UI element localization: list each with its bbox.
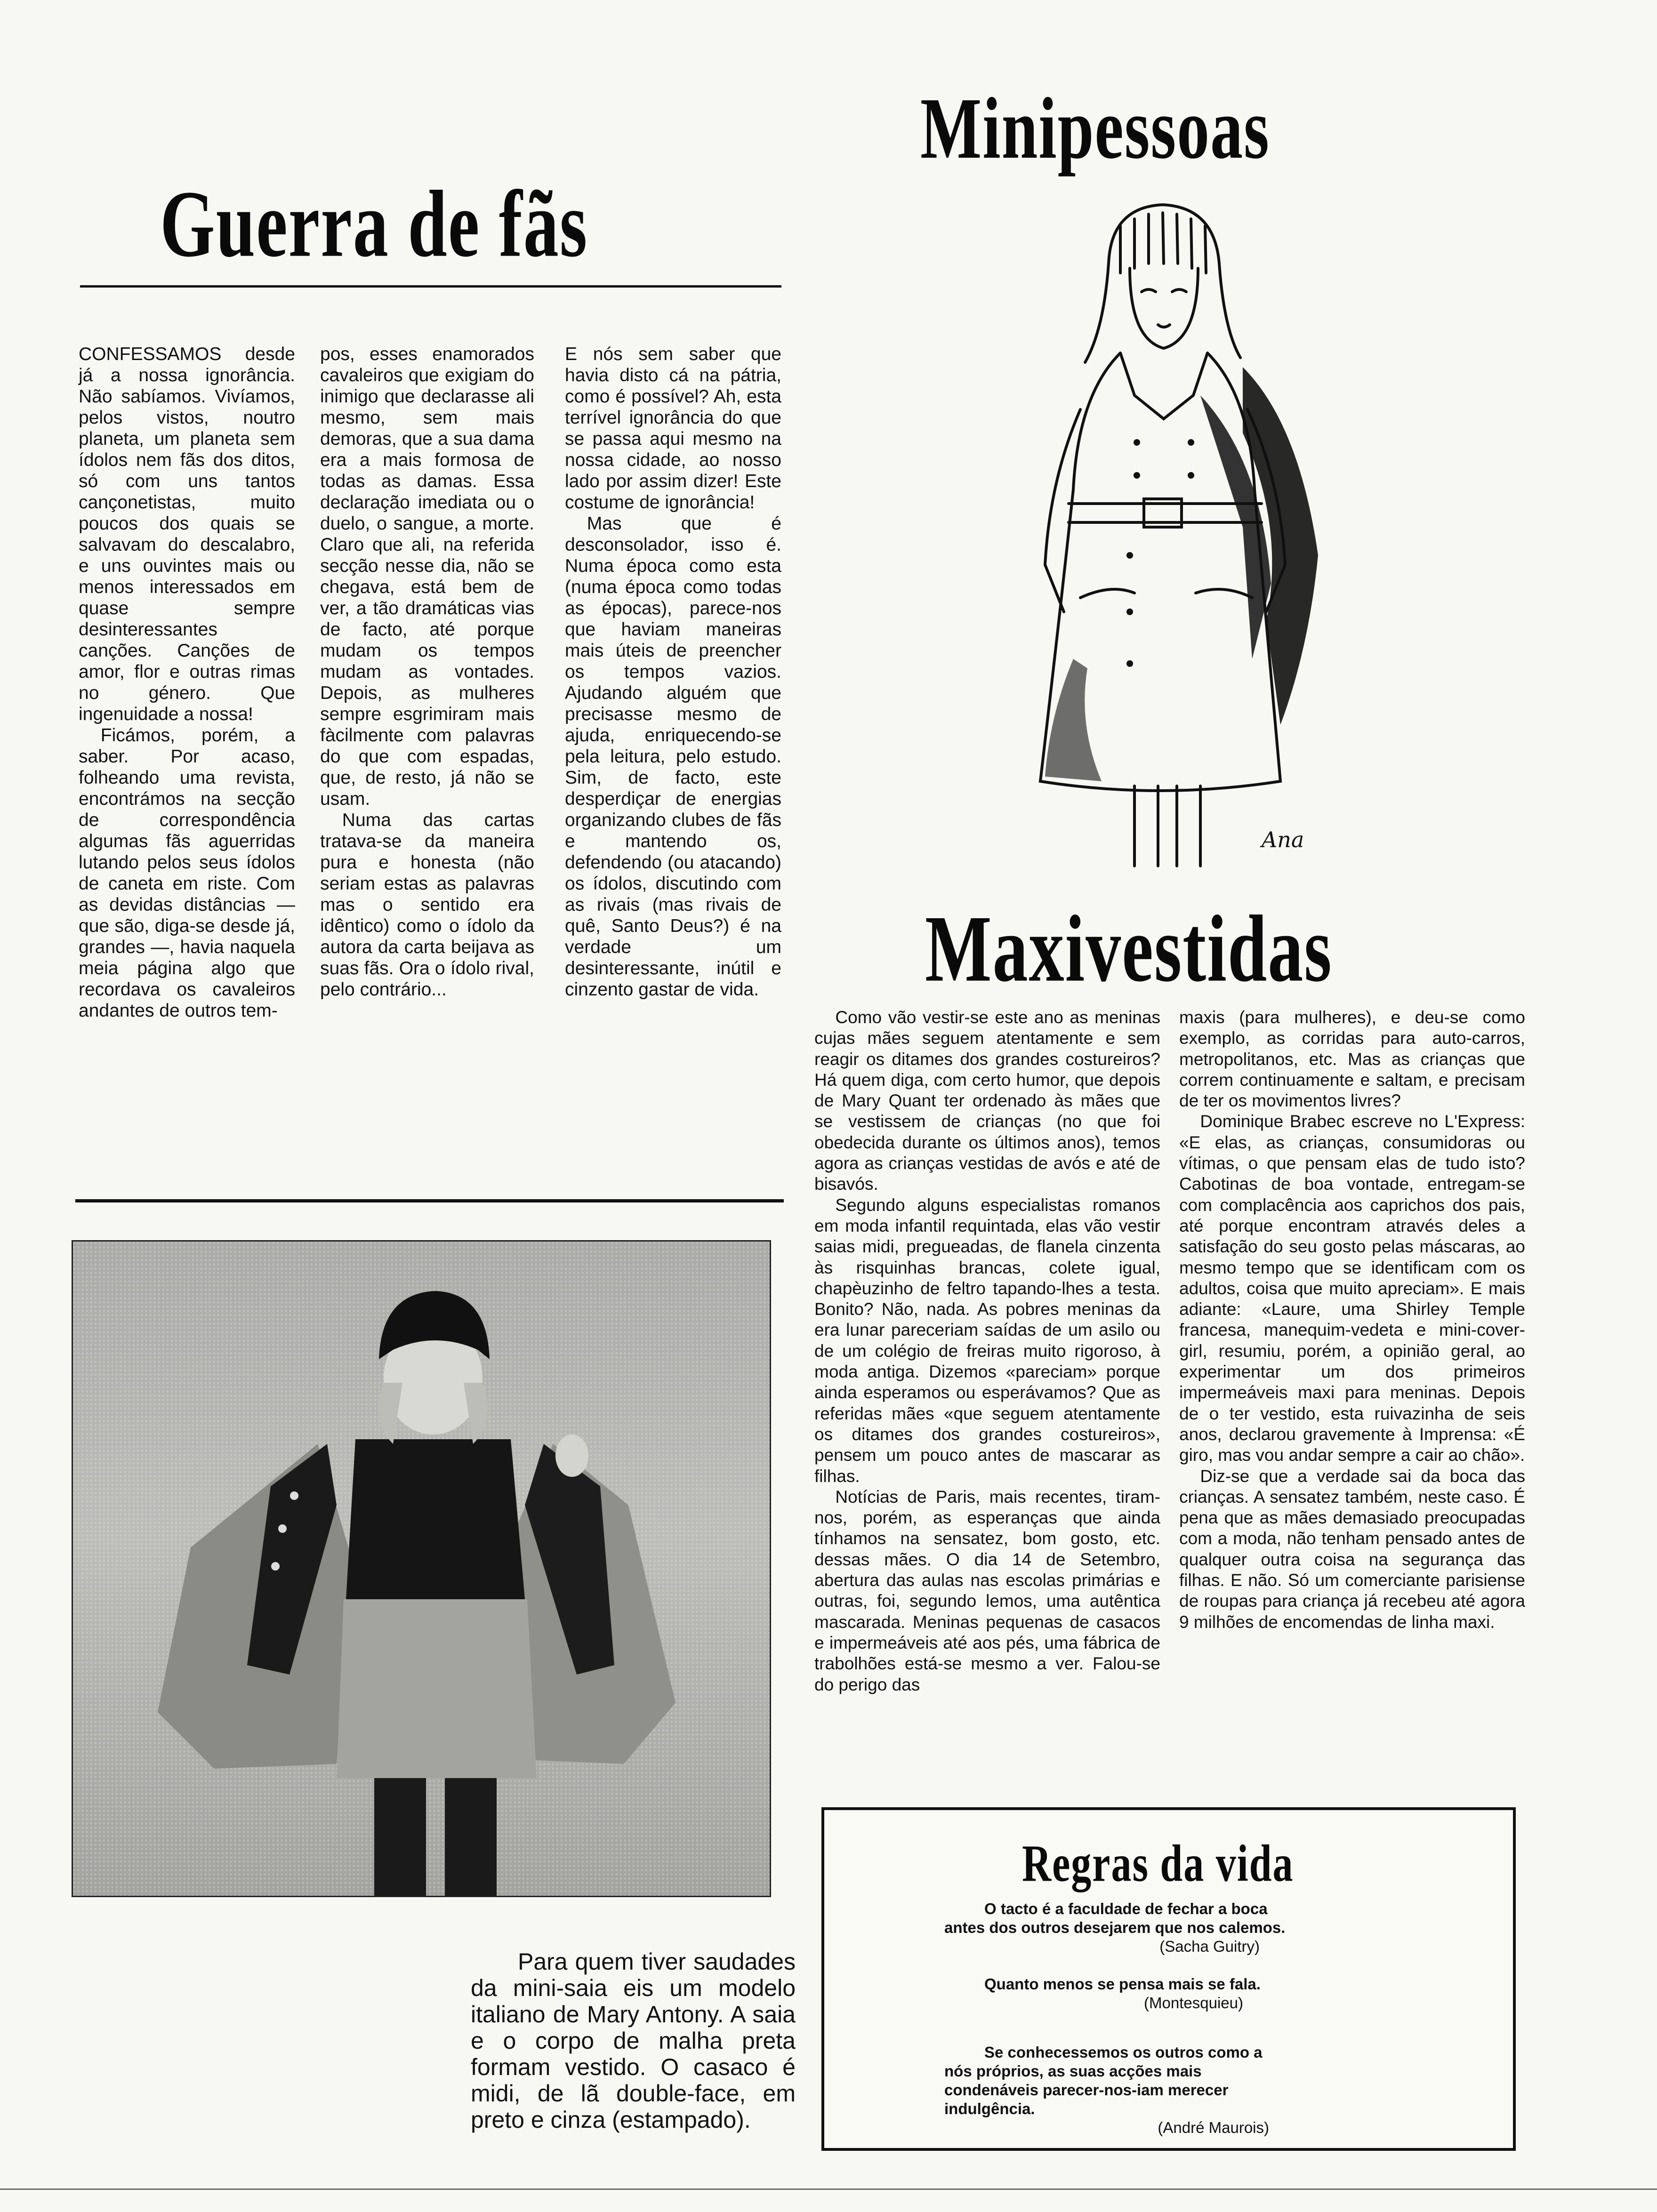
- quote-author: (Montesquieu): [1144, 1994, 1243, 2012]
- paragraph: pos, esses enamorados cavaleiros que exigiam do inimigo que declarasse ali mesmo, sem mais demoras, que a sua dama era a mais formosa de todas as damas. Essa declaração imediata ou o duelo, o sangue, a morte. Claro que ali, na referida secção nesse dia, não se chegava, está bem de ver, a tão dramáticas vias de facto, até porque mudam os tempos mudam as vontades. Depois, as mulheres sempre esgrimiram mais fàcilmente com palavras do que com espadas, que, de resto, já não se usam.: [320, 344, 534, 809]
- article-title-maxivestidas: Maxivestidas: [925, 896, 1333, 1002]
- paragraph: Como vão vestir-se este ano as meninas cujas mães seguem atentamente e sem reagir os ditames dos grandes costureiros? Há quem diga, com certo humor, que depois de Mary Quant ter ordenado às mães que se vestissem de crianças (no que foi obedecida durante os últimos anos), temos agora as crianças vestidas de avós e até de bisavós.: [814, 1008, 1160, 1194]
- page-bottom-rule: [0, 2188, 1657, 2190]
- box-title: Regras da vida: [1022, 1834, 1294, 1893]
- paragraph: Notícias de Paris, mais recentes, tiram-nos, porém, as esperanças que ainda tínhamos na sensatez, bom gosto, etc. dessas mães. O dia 14 de Setembro, abertura das aulas nas escolas primárias e outras, foi, segundo lemos, uma autêntica mascarada. Meninas pequenas de casacos e impermeáveis até aos pés, uma fábrica de trabolhões está-se mesmo a ver. Falou-se do perigo das: [814, 1487, 1160, 1694]
- rules-of-life-box: [821, 1807, 1516, 2151]
- illustration-signature: Ana: [1262, 827, 1304, 852]
- section-divider: [75, 1199, 784, 1202]
- paragraph: CONFESSAMOS desde já a nossa ignorância. Não sabíamos. Vivíamos, pelos vistos, noutro planeta, um planeta sem ídolos nem fãs dos ditos, só com uns tantos cançonetistas, muito poucos dos quais se salvavam do descalabro, e uns ouvintes mais ou menos interessados em quase sempre desinteressantes canções. Canções de amor, flor e outras rimas no género. Que ingenuidade a nossa!: [79, 344, 295, 724]
- paragraph: Mas que é desconsolador, isso é. Numa época como esta (numa época como todas as épocas), parece-nos que haviam maneiras mais úteis de preencher os tempos vazios. Ajudando alguém que precisasse mesmo de ajuda, enriquecendo-se pela leitura, pelo estudo. Sim, de facto, este desperdiçar de energias organizando clubes de fãs e mantendo os, defendendo (ou atacando) os ídolos, discutindo com as rivais (mas rivais de quê, Santo Deus?) é na verdade um desinteressante, inútil e cinzento gastar de vida.: [565, 513, 781, 1000]
- quote-text: O tacto é a faculdade de fechar a boca antes dos outros desejarem que nos calemos.: [944, 1900, 1286, 1936]
- paragraph: Diz-se que a verdade sai da boca das crianças. A sensatez também, neste caso. É pena que as mães demasiado preocupadas com a moda, não tenham pensado antes de qualquer outra coisa na segurança das filhas. E não. Só um comerciante parisiense de roupas para criança já recebeu até agora 9 milhões de encomendas de linha maxi.: [1179, 1466, 1525, 1632]
- paragraph: Dominique Brabec escreve no L'Express: «E elas, as crianças, consumidoras ou vítimas, o que pensam elas de tudo isto? Cabotinas de boa vontade, entregam-se com complacência aos caprichos dos pais, até porque encontram através deles a satisfação do seu gosto pelas máscaras, ao mesmo tempo que se identificam com os adultos, coisa que muito apreciam». E mais adiante: «Laure, uma Shirley Temple francesa, manequim-vedeta e mini-cover-girl, resumiu, porém, a opinião geral, ao experimentar um dos primeiros impermeáveis maxi para meninas. Depois de o ter vestido, esta ruivazinha de seis anos, declarou gravemente à Imprensa: «É giro, mas vou andar sempre a cair ao chão».: [1179, 1112, 1525, 1465]
- paragraph: Segundo alguns especialistas romanos em moda infantil requintada, elas vão vestir saias midi, pregueadas, de flanela cinzenta às risquinhas brancas, colete igual, chapèuzinho de feltro tapando-lhes a testa. Bonito? Não, nada. As pobres meninas da era lunar pareceriam saídas de um asilo ou de um colégio de freiras muito rigoroso, à moda antiga. Dizemos «pareciam» porque ainda esperamos ou esperávamos? Que as referidas mães «que seguem atentamente os ditames dos grandes costureiros», pensem um pouco antes de mascarar as filhas.: [814, 1195, 1160, 1486]
- fashion-photo: [72, 1240, 771, 1897]
- article-column-1: [79, 344, 295, 1021]
- article-column-4: [814, 1007, 1160, 1695]
- paragraph: maxis (para mulheres), e deu-se como exemplo, as corridas para auto-carros, metropolitanos, etc. Mas as crianças que correm continuamente e saltam, e precisam de ter os movimentos livres?: [1179, 1008, 1525, 1111]
- model-in-coat-figure: [73, 1242, 770, 1896]
- quote-text: Quanto menos se pensa mais se fala.: [984, 1975, 1261, 1993]
- quote-block: [944, 1899, 1288, 1956]
- paragraph: Numa das cartas tratava-se da maneira pura e honesta (não seriam estas as palavras mas o sentido era idêntico) como o ídolo da autora da carta beijava as suas fãs. Ora o ídolo rival, pelo contrário...: [320, 810, 534, 1000]
- quote-block: [944, 1975, 1288, 2012]
- child-in-coat-illustration: [979, 198, 1346, 880]
- article-title-minipessoas: Minipessoas: [920, 80, 1270, 177]
- photo-caption: Para quem tiver saudades da mini-saia eis um modelo italiano de Mary Antony. A saia e o corpo de malha preta formam vestido. O casaco é midi, de lã double-face, em preto e cinza (estampado).: [471, 1948, 796, 2133]
- title-underline: [80, 285, 781, 288]
- article-column-3: [565, 344, 781, 1000]
- article-title-guerra-de-fas: Guerra de fãs: [160, 171, 588, 277]
- article-column-5: [1179, 1007, 1525, 1633]
- article-column-2: [320, 344, 534, 1000]
- paragraph: Ficámos, porém, a saber. Por acaso, folheando uma revista, encontrámos na secção de correspondência algumas fãs aguerridas lutando pelos seus ídolos de caneta em riste. Com as devidas distâncias — que são, diga-se desde já, grandes —, havia naquela meia página algo que recordava os cavaleiros andantes de outros tem-: [79, 725, 295, 1021]
- quote-author: (André Maurois): [1158, 2119, 1269, 2136]
- illustration-drawing: [979, 198, 1346, 880]
- paragraph: E nós sem saber que havia disto cá na pátria, como é possível? Ah, esta terrível ignorância do que se passa aqui mesmo na nossa cidade, ao nosso lado por assim dizer! Este costume de ignorância!: [565, 344, 781, 513]
- quote-author: (Sacha Guitry): [1159, 1938, 1260, 1955]
- quote-text: Se conhecessemos os outros como a nós próprios, as suas acções mais condenáveis parecer-nos-iam merecer indulgência.: [944, 2044, 1263, 2117]
- quote-block: [944, 2043, 1288, 2137]
